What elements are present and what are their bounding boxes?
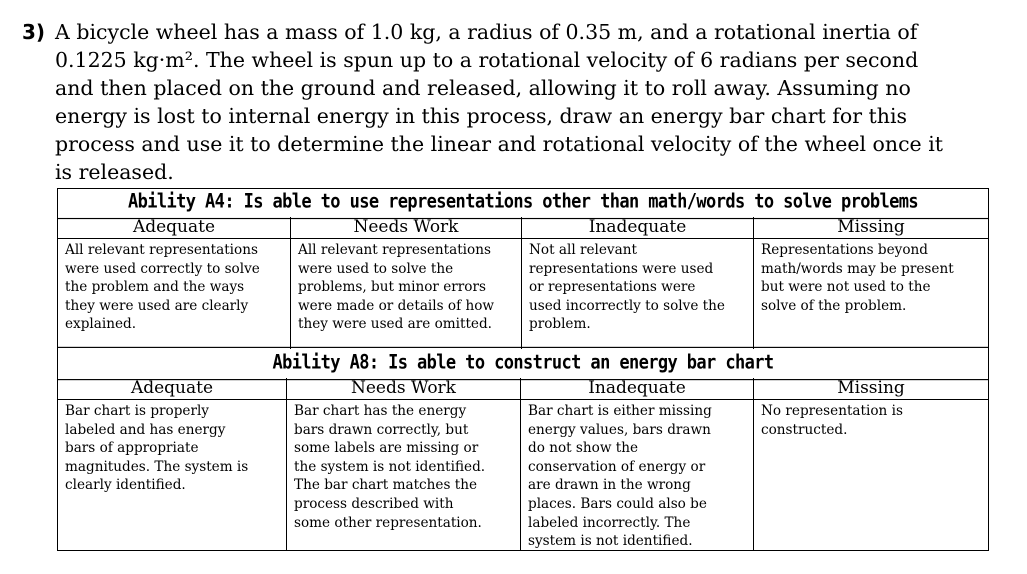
cell-line: All relevant representations [65,242,258,258]
cell-line: explained. [65,316,137,333]
cell-line: All relevant representations [298,242,491,258]
cell-line: solve of the problem. [761,297,907,314]
cell-line: constructed. [761,421,848,438]
criteria-missing [754,400,988,550]
cell-line: math/words may be present [761,260,954,277]
header-adequate: Adequate [58,378,287,400]
cell-line: places. Bars could also be [528,495,707,512]
question-line: and then placed on the ground and released, allowing it to roll away. Assuming no [55,76,911,100]
cell-line: representations were used [529,260,714,277]
cell-line: were used correctly to solve [65,260,260,277]
header-inadequate: Inadequate [521,378,754,400]
cell-line: Representations beyond [761,242,928,258]
cell-line: system is not identified. [528,533,693,550]
cell-line: No representation is [761,403,903,419]
cell-line: or representations were [529,279,696,296]
cell-line: bars drawn correctly, but [294,421,469,438]
cell-line: they were used are omitted. [298,316,492,333]
cell-line: labeled and has energy [65,421,226,438]
header-missing: Missing [754,378,988,400]
ability-a8-title: Ability A8: Is able to construct an energy bar chart [58,347,988,380]
question-line: process and use it to determine the linear and rotational velocity of the wheel once it [55,132,943,156]
header-adequate: Adequate [58,217,291,239]
cell-line: some labels are missing or [294,440,479,457]
cell-line: clearly identified. [65,477,186,494]
cell-line: bars of appropriate [65,440,199,457]
ability-a4-title: Ability A4: Is able to use representations other than math/words to solve problems [58,187,988,219]
cell-line: but were not used to the [761,279,931,296]
cell-line: the system is not identified. [294,458,486,475]
cell-line: do not show the [528,440,639,457]
cell-line: some other representation. [294,514,482,531]
question-line: 0.1225 kg·m². The wheel is spun up to a rotational velocity of 6 radians per second [55,48,919,72]
question-block [22,18,1012,186]
cell-line: they were used are clearly [65,297,249,314]
criteria-missing [754,239,988,349]
rubric-table [57,188,989,551]
cell-line: magnitudes. The system is [65,458,249,475]
ability-a8-header-row [58,378,988,400]
criteria-adequate [58,239,291,349]
question-line: is released. [55,160,174,184]
cell-line: Not all relevant [529,242,637,258]
cell-line: problem. [529,316,591,333]
cell-line: are drawn in the wrong [528,477,691,494]
cell-line: used incorrectly to solve the [529,297,725,314]
header-needs-work: Needs Work [287,378,521,400]
cell-line: the problem and the ways [65,279,245,296]
criteria-needs-work [287,400,521,550]
cell-line: labeled incorrectly. The [528,514,691,531]
cell-line: Bar chart is properly [65,403,209,419]
question-number: 3) [22,20,46,44]
header-inadequate: Inadequate [522,217,754,239]
cell-line: The bar chart matches the [294,477,477,494]
criteria-needs-work [291,239,522,349]
cell-line: energy values, bars drawn [528,421,711,438]
question-line: A bicycle wheel has a mass of 1.0 kg, a radius of 0.35 m, and a rotational inertia of [55,20,918,44]
ability-a8-criteria-row [58,400,988,550]
criteria-inadequate [521,400,754,550]
cell-line: were made or details of how [298,297,495,314]
cell-line: problems, but minor errors [298,279,486,296]
criteria-inadequate [522,239,754,349]
criteria-adequate [58,400,287,550]
cell-line: Bar chart is either missing [528,403,712,419]
header-needs-work: Needs Work [291,217,522,239]
cell-line: conservation of energy or [528,458,706,475]
header-missing: Missing [754,217,988,239]
question-text [55,18,1012,186]
cell-line: process described with [294,495,454,512]
cell-line: Bar chart has the energy [294,403,467,419]
question-line: energy is lost to internal energy in this process, draw an energy bar chart for this [55,104,908,128]
cell-line: were used to solve the [298,260,454,277]
ability-a4-header-row [58,217,988,239]
ability-a4-criteria-row [58,239,988,349]
